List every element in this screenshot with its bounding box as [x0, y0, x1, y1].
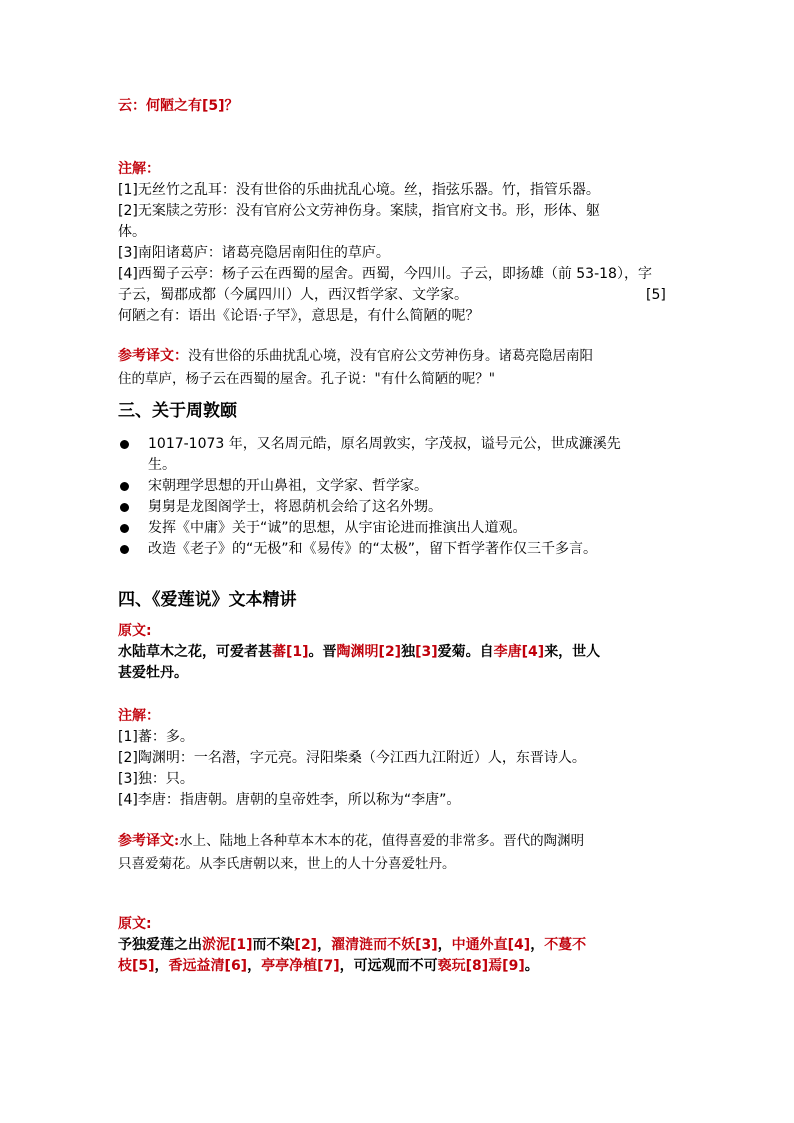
bullet-item — [118, 434, 688, 476]
bullet-icon — [120, 545, 129, 554]
bullet-text: 舅舅是龙图阁学士，将恩荫机会给了这名外甥。 — [148, 499, 442, 515]
bullet-text: 改造《老子》的“无极”和《易传》的“太极”，留下哲学著作仅三千多言。 — [148, 541, 598, 557]
original-segment: [3] — [415, 644, 438, 660]
original-segment: 淤泥[1] — [202, 937, 253, 953]
note-line: [4]西蜀子云亭：杨子云在西蜀的屋舍。西蜀，今四川。子云，即扬雄（前 53-18），字 — [118, 266, 652, 282]
original-segment: [2] — [294, 937, 318, 953]
bullet-item — [118, 518, 688, 539]
bullet-item — [118, 497, 688, 518]
original-segment: 不蔓不 — [544, 937, 587, 953]
translation-text: 水上、陆地上各种草本木本的花，值得喜爱的非常多。晋代的陶渊明 — [179, 833, 585, 849]
original-line — [118, 935, 678, 956]
original-segment: ， — [530, 937, 545, 953]
original-line — [118, 956, 678, 977]
note-line: [3]南阳诸葛庐：诸葛亮隐居南阳住的草庐。 — [118, 245, 390, 261]
translation-block — [118, 830, 678, 876]
translation-line — [118, 345, 678, 368]
note-text: 子云，蜀郡成都（今属四川）人，西汉哲学家、文学家。 — [118, 287, 468, 303]
original-label: 原文: — [118, 916, 152, 932]
note-line: [2]无案牍之劳形：没有官府公文劳神伤身。案牍，指官府文书。形，形体、躯 — [118, 203, 600, 219]
bullet-icon — [120, 524, 129, 533]
original-segment: 中通外直[4] — [451, 937, 531, 953]
bullet-item — [118, 539, 688, 560]
bullet-icon — [120, 440, 129, 449]
original-segment: 枝[5] — [118, 958, 155, 974]
note-line: [3]独：只。 — [118, 771, 194, 787]
notes-block — [118, 727, 678, 811]
original-segment: 李唐[4] — [493, 644, 545, 660]
note-line: 体。 — [118, 224, 146, 240]
notes-label: 注解： — [118, 161, 160, 177]
original-segment: ， — [154, 958, 169, 974]
notes-label: 注解： — [118, 708, 160, 724]
original-segment: 来，世人 — [544, 644, 601, 660]
original-segment: ， — [247, 958, 262, 974]
original-segment: 爱菊。自 — [437, 644, 494, 660]
translation-label: 参考译文： — [118, 348, 188, 364]
original-segment: 香远益清[6] — [168, 958, 248, 974]
original-segment: ，可远观而不可 — [339, 958, 438, 974]
translation-text: 没有世俗的乐曲扰乱心境，没有官府公文劳神伤身。诸葛亮隐居南阳 — [188, 348, 593, 364]
note-line: [1]无丝竹之乱耳：没有世俗的乐曲扰乱心境。丝，指弦乐器。竹，指管乐器。 — [118, 182, 600, 198]
translation-line: 只喜爱菊花。从李氏唐朝以来，世上的人十分喜爱牡丹。 — [118, 856, 456, 872]
note-text: [5] — [646, 287, 666, 303]
notes-block — [118, 180, 678, 327]
bullet-icon — [120, 503, 129, 512]
translation-label: 参考译文: — [118, 833, 180, 849]
section-heading: 四、《爱莲说》文本精讲 — [118, 590, 297, 610]
original-segment: 焉[9] — [488, 958, 525, 974]
original-segment: 。 — [524, 958, 539, 974]
original-line: 甚爱牡丹。 — [118, 665, 188, 681]
original-segment: ， — [317, 937, 332, 953]
bullet-text: 发挥《中庸》关于“诚”的思想，从宇宙论进而推演出人道观。 — [148, 520, 527, 536]
original-text-block — [118, 935, 678, 977]
original-segment: 陶渊明[2] — [336, 644, 402, 660]
translation-line: 住的草庐，杨子云在西蜀的屋舍。孔子说："有什么简陋的呢？" — [118, 371, 495, 387]
note-line: [2]陶渊明：一名潜，字元亮。浔阳柴桑（今江西九江附近）人，东晋诗人。 — [118, 750, 586, 766]
original-segment: 。晋 — [308, 644, 337, 660]
original-segment: 而不染 — [252, 937, 295, 953]
original-text-block — [118, 642, 678, 684]
bullet-text: 生。 — [148, 457, 176, 473]
original-segment: 蕃[1] — [272, 644, 309, 660]
bullet-icon — [120, 482, 129, 491]
original-label: 原文: — [118, 623, 152, 639]
translation-block — [118, 345, 678, 391]
original-segment: 予独爱莲之出 — [118, 937, 202, 953]
bullet-item — [118, 476, 688, 497]
original-segment: 亵玩[8] — [437, 958, 489, 974]
text-line: 云：何陋之有[5]？ — [118, 98, 239, 114]
bullet-text: 1017-1073 年，又名周元皓，原名周敦实，字茂叔，谥号元公，世成濂溪先 — [148, 436, 621, 452]
note-line: 何陋之有：语出《论语·子罕》，意思是，有什么简陋的呢？ — [118, 308, 480, 324]
original-line — [118, 642, 678, 663]
note-line: [4]李唐：指唐朝。唐朝的皇帝姓李，所以称为“李唐”。 — [118, 792, 461, 808]
translation-line — [118, 830, 678, 853]
original-segment: 独 — [401, 644, 416, 660]
note-line — [118, 285, 678, 306]
note-line: [1]蕃：多。 — [118, 729, 194, 745]
original-segment: 濯清涟而不妖[3] — [331, 937, 438, 953]
original-segment: 水陆草木之花，可爱者甚 — [118, 644, 272, 660]
original-segment: 亭亭净植[7] — [261, 958, 340, 974]
section-heading: 三、关于周敦颐 — [118, 401, 237, 421]
bullet-list — [118, 434, 688, 560]
bullet-text: 宋朝理学思想的开山鼻祖，文学家、哲学家。 — [148, 478, 428, 494]
original-segment: ， — [437, 937, 452, 953]
